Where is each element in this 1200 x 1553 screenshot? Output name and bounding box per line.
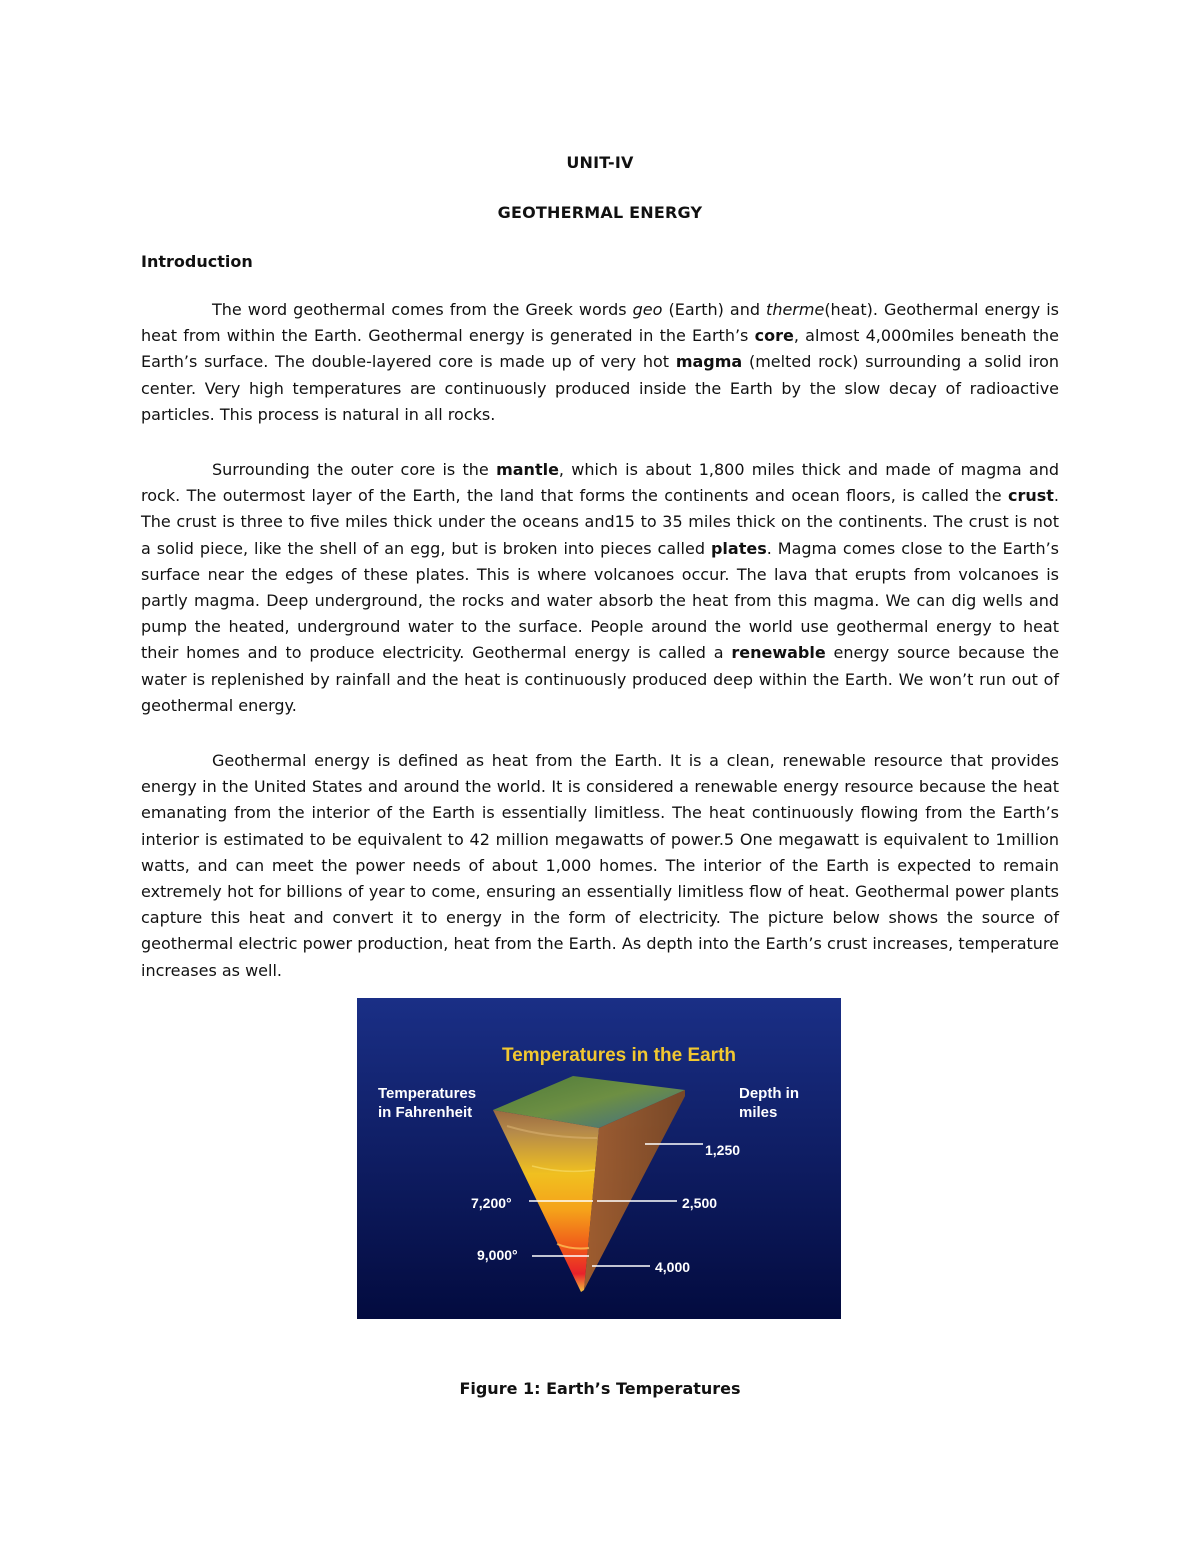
text-run: (heat). Geothermal energy is heat from within the Earth. Geothermal energy is generated in the Earth’s bbox=[141, 300, 1060, 346]
emphasis-geo: geo bbox=[632, 300, 663, 319]
text-run: energy source because the water is replenished by rainfall and the heat is continuously produced deep within the Earth. We won’t run out of geothermal energy. bbox=[141, 643, 1059, 715]
unit-heading: UNIT-IV bbox=[566, 153, 634, 172]
earth-temperatures-figure bbox=[357, 998, 841, 1319]
text-run: . The crust is three to five miles thick under the oceans and15 to 35 miles thick on the continents. The crust is not a solid piece, like the shell of an egg, but is broken into pieces called bbox=[141, 486, 1059, 558]
chapter-title: GEOTHERMAL ENERGY bbox=[497, 203, 703, 222]
text-run: (Earth) and bbox=[662, 300, 767, 319]
term-renewable: renewable bbox=[731, 643, 826, 663]
text-run: , almost 4,000miles beneath the Earth’s surface. The double-layered core is made up of very hot bbox=[141, 326, 1059, 372]
figure-caption: Figure 1: Earth’s Temperatures bbox=[459, 1379, 741, 1398]
text-run: The word geothermal comes from the Greek words bbox=[212, 300, 633, 319]
paragraph-1 bbox=[141, 297, 1059, 428]
emphasis-therme: therme bbox=[766, 300, 825, 319]
term-core: core bbox=[754, 326, 794, 346]
depth-axis-label-line-1: Depth in bbox=[739, 1085, 799, 1102]
figure-title: Temperatures in the Earth bbox=[501, 1045, 737, 1066]
term-plates: plates bbox=[710, 538, 767, 558]
text-run: Surrounding the outer core is the bbox=[212, 460, 497, 479]
depth-axis-label-line-2: miles bbox=[739, 1104, 778, 1121]
paragraph-3: Geothermal energy is defined as heat from the Earth. It is a clean, renewable resource that provides energy in the United States and around the world. It is considered a renewable energy resource because the heat emanating from the interior of the Earth is essentially limitless. The heat continuously flowing from the Earth’s interior is estimated to be equivalent to 42 million megawatts of power.5 One megawatt is equivalent to 1million watts, and can meet the power needs of about 1,000 homes. The interior of the Earth is expected to remain extremely hot for billions of year to come, ensuring an essentially limitless flow of heat. Geothermal power plants capture this heat and convert it to energy in the form of electricity. The picture below shows the source of geothermal electric power production, heat from the Earth. As depth into the Earth’s crust increases, temperature increases as well. bbox=[141, 751, 1059, 980]
paragraph-2 bbox=[141, 457, 1059, 719]
earth-temperatures-diagram bbox=[357, 998, 841, 1319]
text-run: (melted rock) surrounding a solid iron center. Very high temperatures are continuously produced inside the Earth by the slow decay of radioactive particles. This process is natural in all rocks. bbox=[141, 352, 1060, 424]
temperature-label-7200: 7,200° bbox=[471, 1195, 512, 1211]
depth-label-1250: 1,250 bbox=[705, 1142, 741, 1158]
temperature-axis-label-line-2: in Fahrenheit bbox=[378, 1104, 473, 1121]
text-run: , which is about 1,800 miles thick and made of magma and rock. The outermost layer of the Earth, the land that forms the continents and ocean floors, is called the bbox=[141, 460, 1060, 506]
text-run: . Magma comes close to the Earth’s surface near the edges of these plates. This is where volcanoes occur. The lava that erupts from volcanoes is partly magma. Deep underground, the rocks and water absorb the heat from this magma. We can dig wells and pump the heated, underground water to the surface. People around the world use geothermal energy to heat their homes and to produce electricity. Geothermal energy is called a bbox=[141, 538, 1060, 663]
section-heading: Introduction bbox=[141, 252, 253, 271]
temperature-label-9000: 9,000° bbox=[477, 1247, 518, 1263]
depth-label-4000: 4,000 bbox=[655, 1259, 691, 1275]
term-magma: magma bbox=[675, 352, 743, 372]
term-crust: crust bbox=[1007, 486, 1054, 506]
temperature-axis-label-line-1: Temperatures bbox=[378, 1085, 477, 1102]
term-mantle: mantle bbox=[496, 460, 559, 479]
depth-label-2500: 2,500 bbox=[682, 1195, 718, 1211]
